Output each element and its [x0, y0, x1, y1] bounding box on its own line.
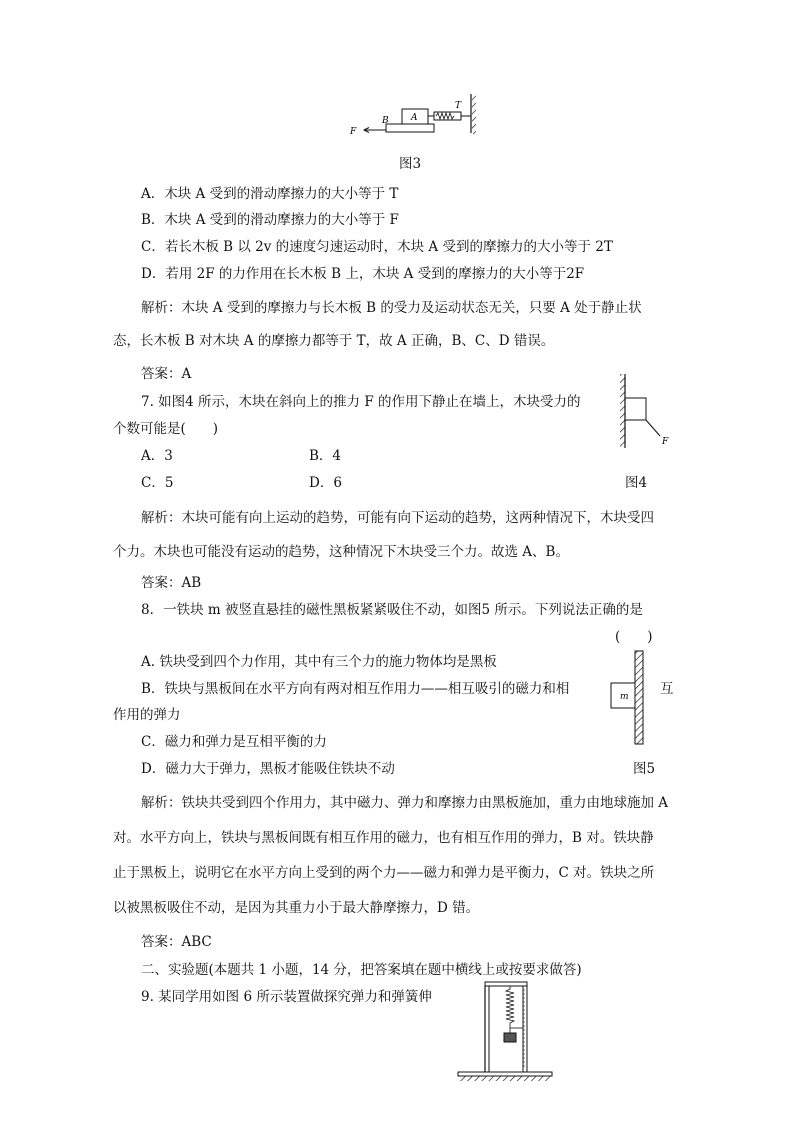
q8-analysis-line-2: 对。水平方向上，铁块与黑板间既有相互作用的磁力，也有相互作用的弹力，B 对。铁块静 — [113, 830, 654, 846]
fig4-caption: 图4 — [625, 475, 648, 491]
q7-stem-line-1: 7. 如图4 所示，木块在斜向上的推力 F 的作用下静止在墙上，木块受力的 — [141, 394, 581, 410]
q7-option-b: B．4 — [309, 448, 342, 464]
q8-analysis-line-4: 以被黑板吸住不动，是因为其重力小于最大静摩擦力，D 错。 — [113, 900, 480, 916]
figure-6 — [455, 980, 555, 1082]
fig3-label-b: B — [382, 116, 389, 126]
q7-option-a: A．3 — [141, 448, 173, 464]
q8-stem-line-1: 8．一铁块 m 被竖直悬挂的磁性黑板紧紧吸住不动，如图5 所示。下列说法正确的是 — [141, 602, 643, 618]
fig3-label-a: A — [411, 113, 418, 123]
weight-block — [504, 1033, 516, 1042]
q8-option-d: D．磁力大于弹力，黑板才能吸住铁块不动 — [141, 761, 395, 777]
fig3-caption: 图3 — [399, 156, 422, 172]
q7-analysis-line-2: 个力。木块也可能没有运动的趋势，这种情况下木块受三个力。故选 A、B。 — [113, 544, 569, 560]
q6-option-c: C．若长木板 B 以 2v 的速度匀速运动时，木块 A 受到的摩擦力的大小等于 2T — [141, 239, 613, 255]
fig5-caption: 图5 — [633, 761, 656, 777]
fig4-label-f: F — [662, 437, 669, 447]
q8-option-b-line-2: 作用的弹力 — [113, 707, 181, 723]
fig5-label-m: m — [620, 692, 629, 702]
q8-analysis-line-3: 止于黑板上，说明它在水平方向上受到的两个力——磁力和弹力是平衡力，C 对。铁块之所 — [113, 865, 655, 881]
figure-3 — [345, 92, 477, 142]
q8-option-b: B．铁块与黑板间在水平方向有两对相互作用力——相互吸引的磁力和相 — [141, 681, 570, 697]
q8-answer: 答案：ABC — [141, 934, 212, 950]
q6-option-a: A．木块 A 受到的滑动摩擦力的大小等于 T — [141, 186, 399, 202]
figure-5 — [610, 650, 655, 746]
spring — [506, 986, 514, 1028]
q7-answer: 答案：AB — [141, 575, 202, 591]
figure-4 — [616, 372, 678, 450]
ruler — [523, 986, 527, 1072]
q8-option-a: A. 铁块受到四个力作用，其中有三个力的施力物体均是黑板 — [141, 654, 497, 670]
q6-answer: 答案：A — [141, 366, 192, 382]
q8-stem-line-2: ( ) — [615, 629, 653, 645]
q7-analysis-line-1: 解析：木块可能有向上运动的趋势，可能有向下运动的趋势，这两种情况下，木块受四 — [141, 510, 654, 526]
q7-option-c: C．5 — [141, 475, 174, 491]
q6-analysis-line-1: 解析：木块 A 受到的摩擦力与长木板 B 的受力及运动状态无关，只要 A 处于静止状 — [141, 300, 642, 316]
section-2-heading: 二、实验题(本题共 1 小题，14 分，把答案填在题中横线上或按要求做答) — [141, 962, 582, 978]
q8-option-c: C．磁力和弹力是互相平衡的力 — [141, 734, 327, 750]
block — [625, 398, 646, 420]
push-force-arrow — [646, 420, 660, 436]
fig3-label-f: F — [350, 127, 357, 137]
q7-stem-line-2: 个数可能是( ) — [113, 421, 219, 437]
q8-option-b-tail: 互 — [660, 681, 674, 697]
q8-analysis-line-1: 解析：铁块共受到四个作用力，其中磁力、弹力和摩擦力由黑板施加，重力由地球施加 A — [141, 795, 669, 811]
q7-option-d: D．6 — [309, 475, 342, 491]
q6-option-d: D．若用 2F 的力作用在长木板 B 上，木块 A 受到的摩擦力的大小等于2F — [141, 266, 585, 282]
board-b — [386, 124, 434, 132]
fig3-label-t: T — [455, 101, 462, 111]
q9-stem-line-1: 9. 某同学用如图 6 所示装置做探究弹力和弹簧伸 — [141, 989, 432, 1005]
q6-analysis-line-2: 态，长木板 B 对木块 A 的摩擦力都等于 T，故 A 正确，B、C、D 错误。 — [113, 333, 555, 349]
magnetic-blackboard — [635, 651, 643, 744]
q6-option-b: B．木块 A 受到的滑动摩擦力的大小等于 F — [141, 212, 399, 228]
